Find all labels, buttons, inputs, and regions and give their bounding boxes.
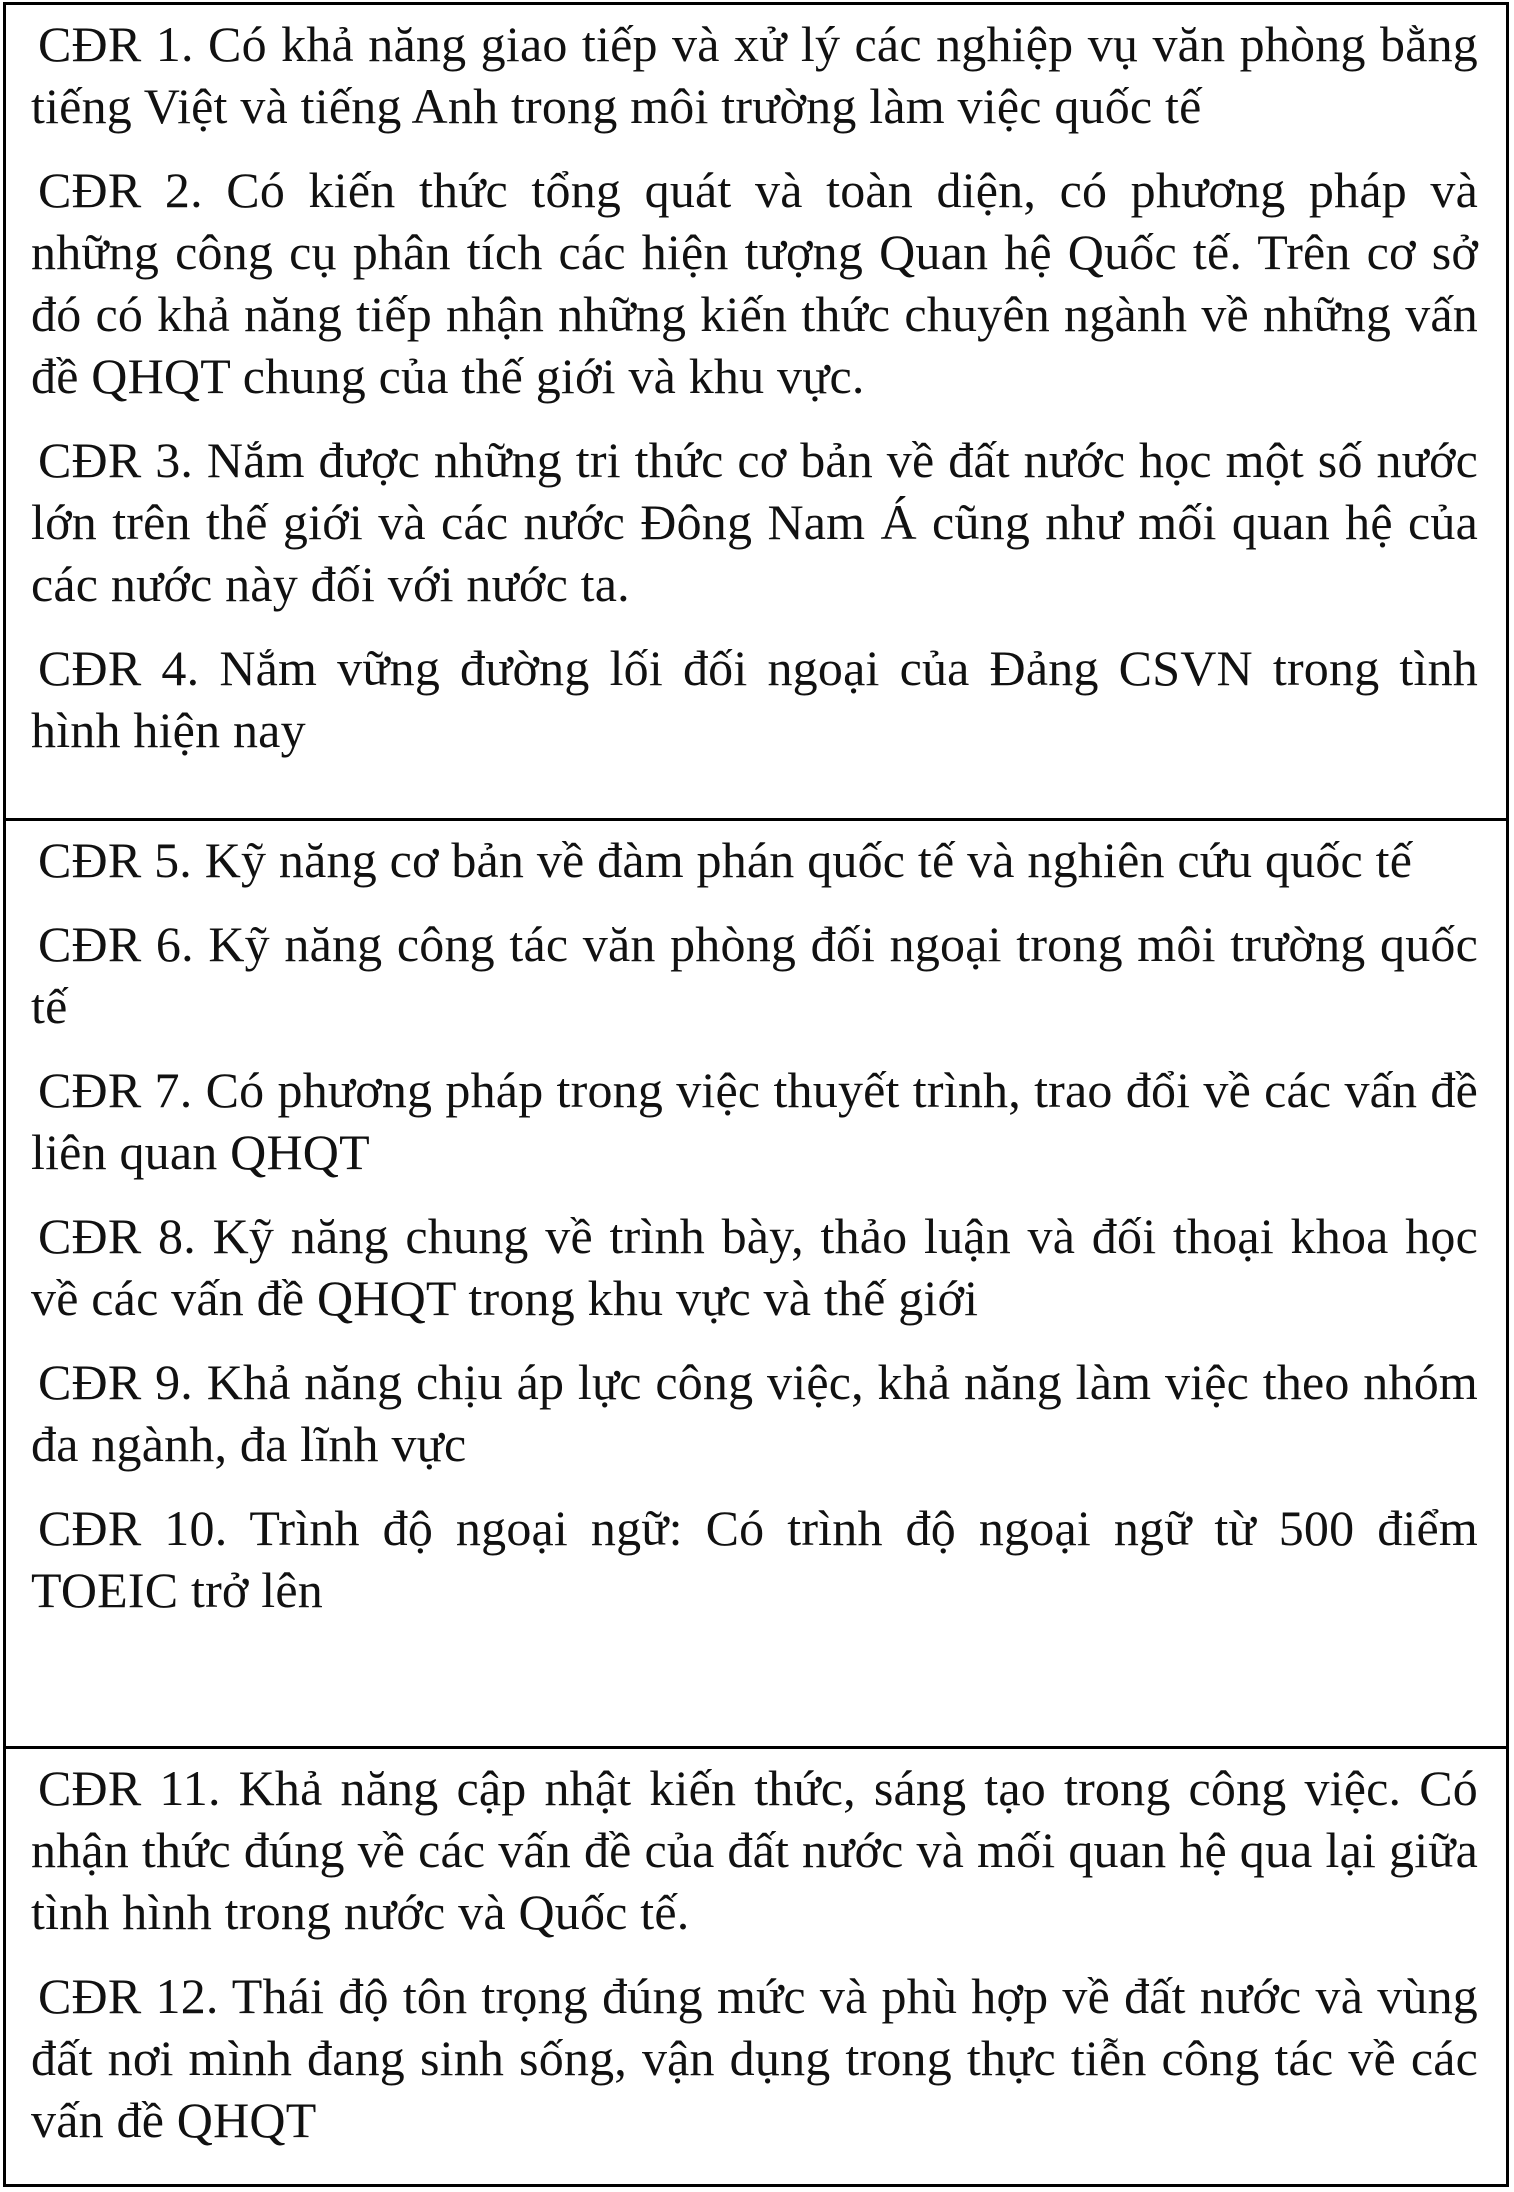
outcome-item-4: CĐR 4. Nắm vững đường lối đối ngoại của Đảng CSVN trong tình hình hiện nay (31, 640, 1478, 758)
outcome-item-1: CĐR 1. Có khả năng giao tiếp và xử lý các nghiệp vụ văn phòng bằng tiếng Việt và tiếng Anh trong môi trường làm việc quốc tế (31, 16, 1478, 134)
outcome-item-10: CĐR 10. Trình độ ngoại ngữ: Có trình độ ngoại ngữ từ 500 điểm TOEIC trở lên (31, 1500, 1478, 1618)
outcome-item-11: CĐR 11. Khả năng cập nhật kiến thức, sáng tạo trong công việc. Có nhận thức đúng về các vấn đề của đất nước và mối quan hệ qua lại giữa tình hình trong nước và Quốc tế. (31, 1760, 1478, 1940)
learning-outcomes-table (3, 2, 1509, 2187)
outcome-item-6: CĐR 6. Kỹ năng công tác văn phòng đối ngoại trong môi trường quốc tế (31, 916, 1478, 1034)
outcomes-section-attitude (6, 1746, 1506, 2184)
outcomes-section-knowledge (6, 5, 1506, 818)
outcome-item-3: CĐR 3. Nắm được những tri thức cơ bản về đất nước học một số nước lớn trên thế giới và các nước Đông Nam Á cũng như mối quan hệ của các nước này đối với nước ta. (31, 432, 1478, 612)
outcome-item-7: CĐR 7. Có phương pháp trong việc thuyết trình, trao đổi về các vấn đề liên quan QHQT (31, 1062, 1478, 1180)
outcome-item-8: CĐR 8. Kỹ năng chung về trình bày, thảo luận và đối thoại khoa học về các vấn đề QHQT trong khu vực và thế giới (31, 1208, 1478, 1326)
outcomes-section-skills (6, 818, 1506, 1746)
outcome-item-5: CĐR 5. Kỹ năng cơ bản về đàm phán quốc tế và nghiên cứu quốc tế (38, 832, 1413, 888)
outcome-item-2: CĐR 2. Có kiến thức tổng quát và toàn diện, có phương pháp và những công cụ phân tích các hiện tượng Quan hệ Quốc tế. Trên cơ sở đó có khả năng tiếp nhận những kiến thức chuyên ngành về những vấn đề QHQT chung của thế giới và khu vực. (31, 162, 1478, 404)
outcome-item-12: CĐR 12. Thái độ tôn trọng đúng mức và phù hợp về đất nước và vùng đất nơi mình đang sinh sống, vận dụng trong thực tiễn công tác về các vấn đề QHQT (31, 1968, 1478, 2148)
outcome-item-9: CĐR 9. Khả năng chịu áp lực công việc, khả năng làm việc theo nhóm đa ngành, đa lĩnh vực (31, 1354, 1478, 1472)
